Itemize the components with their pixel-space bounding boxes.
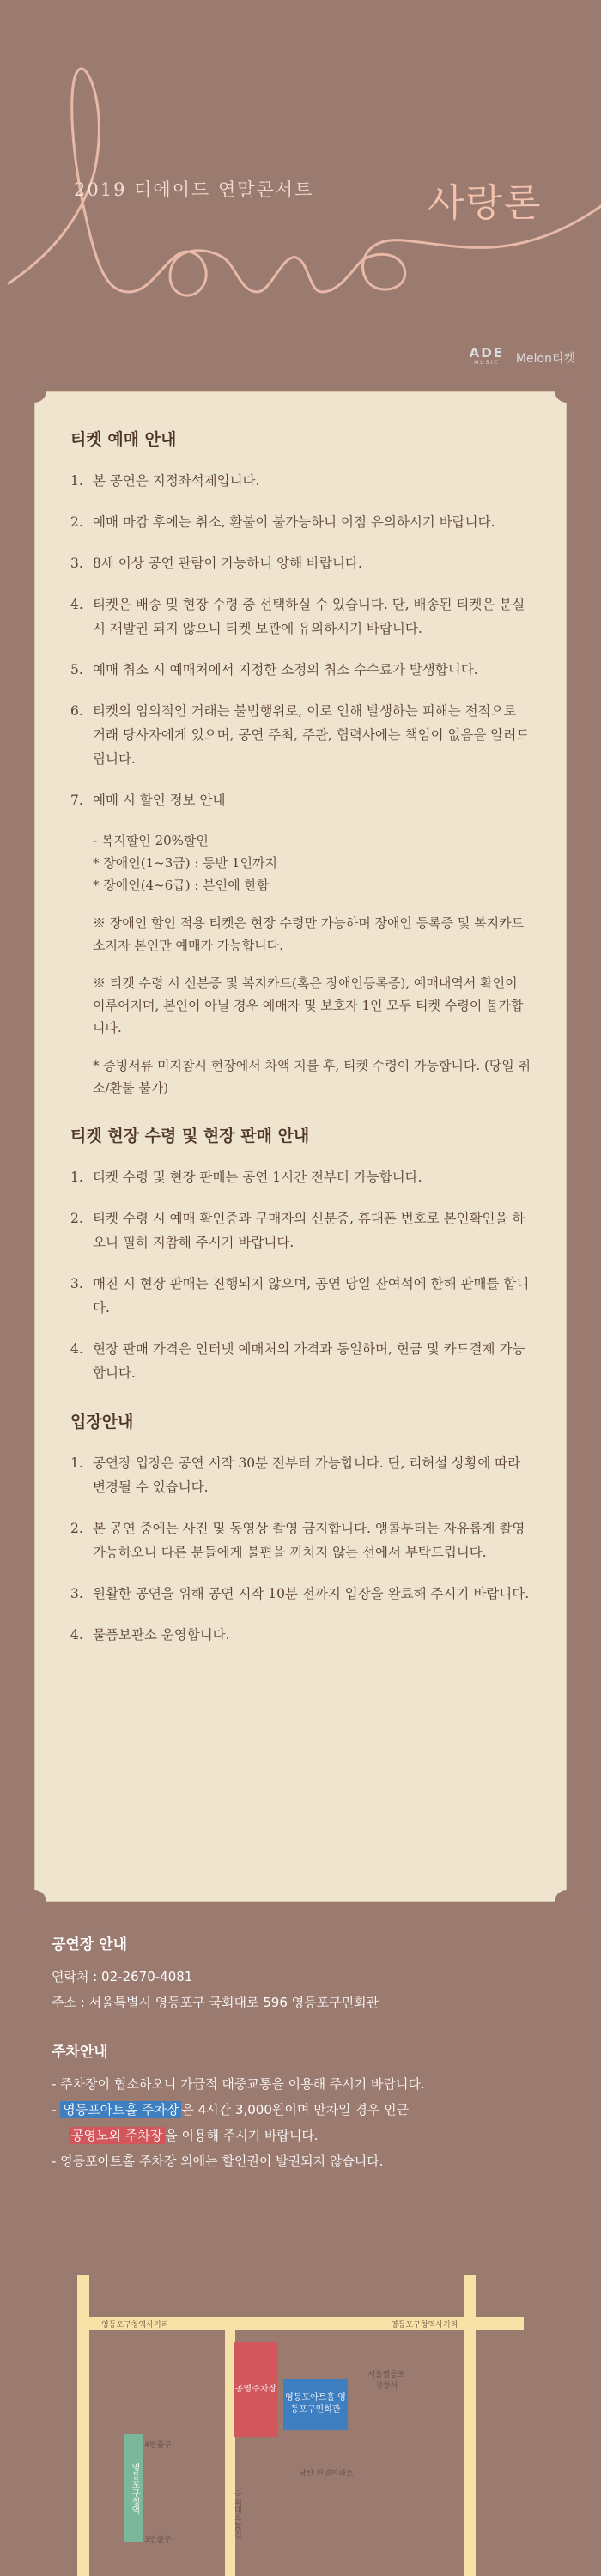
card-notch bbox=[22, 1890, 46, 1914]
card-notch bbox=[555, 1890, 579, 1914]
venue-contact: 연락처 : 02-2670-4081 bbox=[52, 1969, 193, 1984]
list-item: 2. 티켓 수령 시 예매 확인증과 구매자의 신분증, 휴대폰 번호로 본인확인을 하오니 필히 지참해 주시기 바랍니다. bbox=[70, 1211, 525, 1250]
list-item: 1. 공연장 입장은 공연 시작 30분 전부터 가능합니다. 단, 리허설 상황에 따라 변경될 수 있습니다. bbox=[70, 1455, 521, 1495]
list-item: 4. 티켓은 배송 및 현장 수령 중 선택하실 수 있습니다. 단, 배송된 티켓은 분실 시 재발권 되지 않으니 티켓 보관에 유의하시기 바랍니다. bbox=[70, 597, 525, 636]
list-item: 3. 매진 시 현장 판매는 진행되지 않으며, 공연 당일 잔여석에 한해 판매를 합니다. bbox=[70, 1276, 530, 1315]
public-parking-lot: 공영주차장 bbox=[234, 2342, 278, 2437]
road-label: 국회대로36길 bbox=[233, 2490, 241, 2539]
card-notch bbox=[22, 379, 46, 403]
location-map bbox=[0, 2241, 601, 2576]
ade-music-logo: ADE MUSIC bbox=[469, 345, 504, 366]
venue-parking-info bbox=[52, 1932, 567, 2198]
arthall-parking-highlight: 영등포아트홀 주차장 bbox=[60, 2101, 181, 2118]
venue-title: 공연장 안내 bbox=[52, 1936, 128, 1953]
venue-address: 주소 : 서울특별시 영등포구 국회대로 596 영등포구민회관 bbox=[52, 1995, 379, 2010]
card-notch bbox=[555, 379, 579, 403]
subway-station: 영등포구청역 bbox=[124, 2434, 143, 2542]
public-parking-highlight: 공영노외 주차장 bbox=[69, 2127, 165, 2144]
parking-title: 주차안내 bbox=[52, 2044, 108, 2061]
info-card bbox=[34, 391, 567, 1902]
list-item: 1. 티켓 수령 및 현장 판매는 공연 1시간 전부터 가능합니다. bbox=[70, 1170, 422, 1185]
header bbox=[0, 0, 601, 366]
section-title-entry: 입장안내 bbox=[70, 1413, 134, 1431]
road-label: 영등포구청역사거리 bbox=[391, 2321, 458, 2330]
list-item: 3. 8세 이상 공연 관람이 가능하니 양해 바랍니다. bbox=[70, 556, 362, 571]
exit-label: 4번출구 bbox=[144, 2441, 172, 2450]
list-item: 4. 현장 판매 가격은 인터넷 예매처의 가격과 동일하며, 현금 및 카드결제 가능합니다. bbox=[70, 1341, 525, 1381]
list-item: 2. 본 공연 중에는 사진 및 동영상 촬영 금지합니다. 앵콜부터는 자유롭게 촬영 가능하오니 다른 분들에게 불편을 끼치지 않는 선에서 부탁드립니다. bbox=[70, 1521, 525, 1560]
discount-details: - 복지할인 20%할인 * 장애인(1~3급) : 동반 1인까지 * 장애인(4~6급) : 본인에 한함 ※ 장애인 할인 적용 티켓은 현장 수령만 가능하며 장애인 등록증 및 복지카드 소지자 본인만 예매가 가능합니다. ※ 티켓 수령 시 신분증 및 복지카드(혹은 장애인등록증), 예매내역서 확인이 이루어지며, 본인이 아닐 경우 예매자 및 보호자 1인 모두 티켓 수령이 불가합니다. * 증빙서류 미지참시 현장에서 차액 지불 후, 티켓 수령이 가능합니다. (당일 취소/환불 불가) bbox=[93, 833, 531, 1096]
melon-ticket-logo: Melon티켓 bbox=[515, 352, 575, 366]
concert-title: 사랑론 bbox=[428, 181, 543, 225]
section-title-onsite: 티켓 현장 수령 및 현장 판매 안내 bbox=[70, 1127, 310, 1145]
map-road bbox=[464, 2275, 476, 2576]
road-label: 영등포구청역사거리 bbox=[101, 2321, 169, 2330]
parking-info: 주차안내 - 주차장이 협소하오니 가급적 대중교통을 이용해 주시기 바랍니다. - 영등포아트홀 주차장 은 4시간 3,000원이며 만차일 경우 인근 공영노외 주차장 을 이용해 주시기 바랍니다. - 영등포아트홀 주차장 외에는 할인권이 발권되지 않습니다. bbox=[52, 2039, 567, 2174]
art-hall: 영등포아트홀 영등포구민회관 bbox=[283, 2379, 348, 2430]
list-item: 6. 티켓의 임의적인 거래는 불법행위로, 이로 인해 발생하는 피해는 전적으로 거래 당사자에게 있으며, 공연 주최, 주관, 협력사에는 책임이 없음을 알려드립니다. bbox=[70, 703, 530, 767]
list-item: 5. 예매 취소 시 예매처에서 지정한 소정의 취소 수수료가 발생합니다. bbox=[70, 662, 478, 677]
list-item: 7. 예매 시 할인 정보 안내 bbox=[70, 793, 226, 808]
sponsor-logos bbox=[469, 345, 575, 368]
exit-label: 3번출구 bbox=[144, 2536, 172, 2544]
police-station: 서울영등포 경찰서 bbox=[367, 2371, 405, 2391]
map-road bbox=[77, 2275, 89, 2576]
concert-subtitle: 2019 디에이드 연말콘서트 bbox=[74, 179, 314, 200]
list-item: 2. 예매 마감 후에는 취소, 환불이 불가능하니 이점 유의하시기 바랍니다. bbox=[70, 514, 495, 530]
section-title-ticket-booking: 티켓 예매 안내 bbox=[70, 430, 177, 449]
apartment: 당산 한양아파트 bbox=[299, 2470, 354, 2478]
list-item: 1. 본 공연은 지정좌석제입니다. bbox=[70, 473, 260, 489]
list-item: 3. 원활한 공연을 위해 공연 시작 10분 전까지 입장을 완료해 주시기 바랍니다. bbox=[70, 1586, 530, 1601]
venue-info bbox=[52, 1932, 567, 2015]
list-item: 4. 물품보관소 운영합니다. bbox=[70, 1627, 230, 1643]
